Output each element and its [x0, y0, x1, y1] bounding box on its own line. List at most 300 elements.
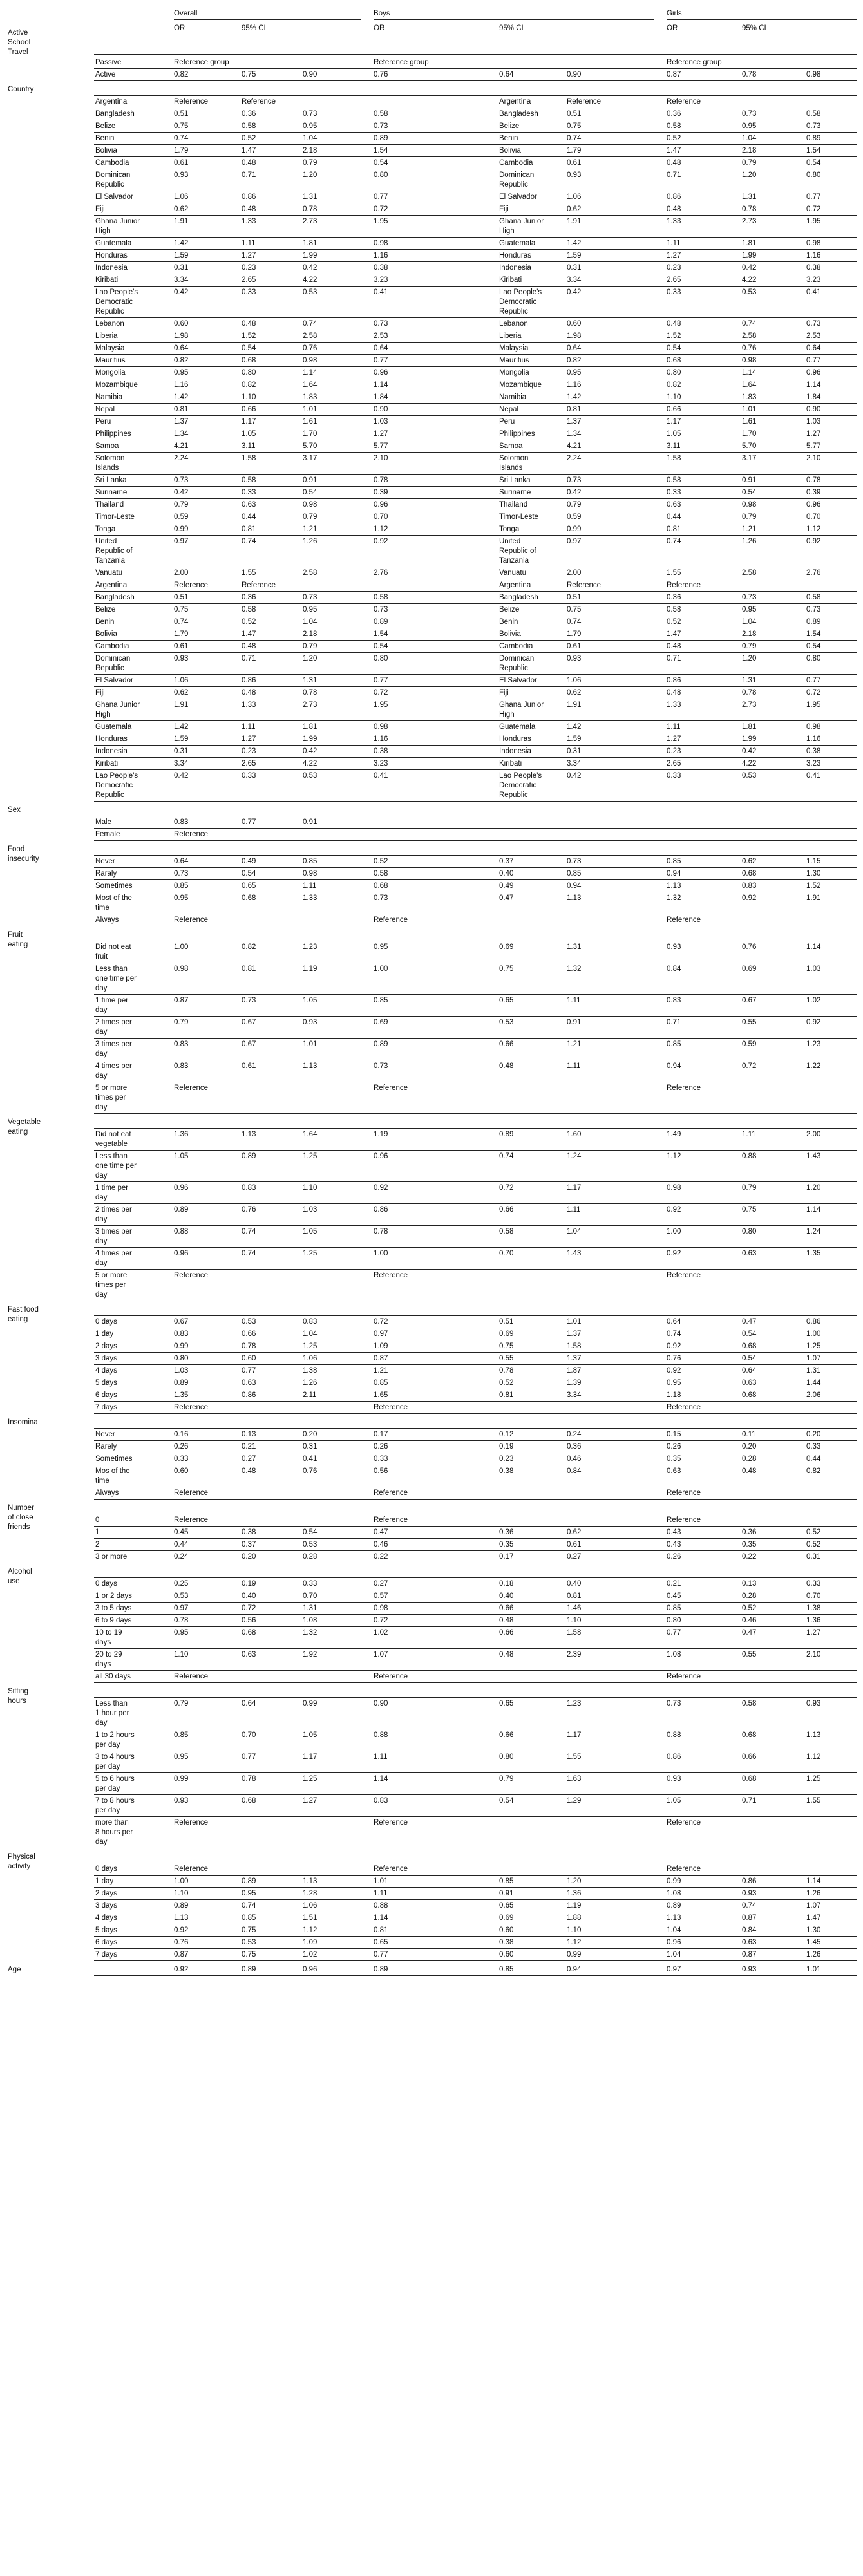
value-cell: 0.54 — [303, 1528, 318, 1536]
value-cell: 1.33 — [242, 218, 256, 225]
value-cell: 0.74 — [242, 1902, 256, 1910]
value-cell: 0.68 — [242, 357, 256, 364]
value-cell: Reference — [174, 581, 209, 589]
value-cell: Cambodia — [499, 643, 533, 650]
row-label: El Salvador — [95, 193, 133, 201]
value-cell: 1.00 — [667, 1228, 681, 1236]
value-cell: 0.23 — [242, 264, 256, 272]
value-cell: Vanuatu — [499, 569, 526, 577]
value-cell: 0.36 — [499, 1528, 514, 1536]
value-cell: 1.28 — [303, 1890, 318, 1897]
value-cell: 0.78 — [242, 1775, 256, 1783]
row-rule — [94, 801, 857, 802]
value-cell: 1.43 — [567, 1250, 582, 1257]
value-cell: 1.84 — [374, 393, 388, 401]
value-cell: 1.16 — [806, 252, 821, 259]
value-cell: 3.17 — [742, 455, 757, 462]
value-cell: 0.58 — [806, 594, 821, 601]
row-label: 3 times per day — [95, 1228, 132, 1245]
value-cell: 0.16 — [174, 1431, 189, 1438]
row-label: Kiribati — [95, 760, 119, 767]
row-rule — [94, 1113, 857, 1114]
value-cell: 1.33 — [303, 894, 318, 902]
value-cell: 1.31 — [303, 193, 318, 201]
value-cell: 0.33 — [374, 1455, 388, 1463]
value-cell: 1.12 — [667, 1152, 681, 1160]
value-cell: 0.88 — [667, 1731, 681, 1739]
value-cell: 0.73 — [667, 1700, 681, 1707]
section-label: Fruit eating — [8, 931, 28, 948]
value-cell: Reference — [667, 1673, 701, 1680]
value-cell: 0.48 — [667, 689, 681, 697]
value-cell: 0.75 — [242, 1951, 256, 1959]
stub-header: Active School Travel — [8, 29, 31, 56]
group-header-overall: Overall — [174, 10, 198, 17]
value-cell: Belize — [499, 606, 520, 614]
value-cell: 0.60 — [499, 1926, 514, 1934]
value-cell: 1.33 — [667, 701, 681, 709]
value-cell: 0.48 — [499, 1617, 514, 1624]
value-cell: 0.47 — [499, 894, 514, 902]
value-cell: 0.99 — [567, 525, 582, 533]
value-cell: 5.70 — [742, 442, 757, 450]
value-cell: 0.48 — [742, 1467, 757, 1475]
value-cell: 1.30 — [806, 870, 821, 878]
value-cell: 0.74 — [742, 320, 757, 328]
value-cell: 0.54 — [242, 870, 256, 878]
row-label: 4 days — [95, 1914, 117, 1922]
value-cell: 0.95 — [174, 369, 189, 377]
value-cell: 1.64 — [742, 381, 757, 389]
value-cell: 1.29 — [567, 1797, 582, 1805]
row-rule — [94, 1413, 857, 1414]
value-cell: 0.87 — [667, 71, 681, 79]
value-cell: 1.05 — [303, 997, 318, 1004]
value-cell: 0.76 — [374, 71, 388, 79]
value-cell: 0.67 — [242, 1040, 256, 1048]
value-cell: 0.80 — [742, 1228, 757, 1236]
value-cell: 0.98 — [806, 240, 821, 247]
value-cell: 1.17 — [303, 1753, 318, 1761]
value-cell: 1.13 — [242, 1131, 256, 1138]
value-cell: 2.00 — [806, 1131, 821, 1138]
value-cell: 0.74 — [174, 135, 189, 142]
row-label: El Salvador — [95, 677, 133, 684]
value-cell: 1.26 — [806, 1951, 821, 1959]
value-cell: 1.42 — [174, 240, 189, 247]
row-label: Guatemala — [95, 240, 132, 247]
value-cell: 0.73 — [806, 122, 821, 130]
value-cell: 0.33 — [806, 1443, 821, 1451]
value-cell: 0.49 — [242, 858, 256, 865]
row-label: Mauritius — [95, 357, 126, 364]
value-cell: 2.65 — [242, 276, 256, 284]
row-label: 3 to 5 days — [95, 1604, 132, 1612]
value-cell: Lebanon — [499, 320, 528, 328]
value-cell: 0.95 — [303, 122, 318, 130]
value-cell: Reference — [174, 98, 209, 106]
value-cell: 0.66 — [667, 406, 681, 413]
value-cell: 0.80 — [242, 369, 256, 377]
value-cell: 0.76 — [667, 1355, 681, 1362]
value-cell: 0.95 — [174, 1629, 189, 1637]
row-label: 1 — [95, 1528, 100, 1536]
value-cell: 1.16 — [174, 381, 189, 389]
value-cell: 1.05 — [667, 1797, 681, 1805]
value-cell: 0.63 — [742, 1379, 757, 1387]
value-cell: 0.85 — [374, 997, 388, 1004]
value-cell: 0.17 — [374, 1431, 388, 1438]
value-cell: 0.85 — [174, 882, 189, 890]
value-cell: Samoa — [499, 442, 523, 450]
value-cell: 1.13 — [303, 1062, 318, 1070]
value-cell: 1.38 — [303, 1367, 318, 1375]
value-cell: 0.82 — [174, 357, 189, 364]
value-cell: 2.58 — [303, 332, 318, 340]
value-cell: 0.54 — [242, 344, 256, 352]
row-label: Less than 1 hour per day — [95, 1700, 129, 1727]
value-cell: 0.76 — [303, 344, 318, 352]
value-cell: 0.75 — [567, 606, 582, 614]
value-cell: 1.34 — [567, 430, 582, 438]
value-cell: 0.89 — [806, 618, 821, 626]
value-cell: 0.78 — [242, 1342, 256, 1350]
value-cell: 0.33 — [242, 489, 256, 496]
row-rule — [94, 156, 857, 157]
value-cell: 0.61 — [567, 159, 582, 167]
value-cell: 0.81 — [499, 1391, 514, 1399]
value-cell: Fiji — [499, 205, 509, 213]
value-cell: 5.77 — [374, 442, 388, 450]
value-cell: 0.58 — [667, 606, 681, 614]
row-rule — [94, 994, 857, 995]
value-cell: 0.58 — [667, 122, 681, 130]
value-cell: 1.27 — [242, 252, 256, 259]
value-cell: 1.64 — [303, 1131, 318, 1138]
value-cell: 3.11 — [242, 442, 256, 450]
value-cell: 1.20 — [742, 171, 757, 179]
value-cell: 1.04 — [667, 1951, 681, 1959]
value-cell: 2.10 — [806, 455, 821, 462]
row-label: Guatemala — [95, 723, 132, 731]
row-label: Benin — [95, 618, 115, 626]
value-cell: 0.92 — [374, 538, 388, 545]
value-cell: 1.45 — [806, 1939, 821, 1946]
value-cell: 0.47 — [374, 1528, 388, 1536]
value-cell: 0.23 — [667, 747, 681, 755]
value-cell: 0.82 — [174, 71, 189, 79]
value-cell: 0.75 — [499, 1342, 514, 1350]
value-cell: Reference group — [667, 59, 722, 66]
value-cell: 0.20 — [742, 1443, 757, 1451]
value-cell: 0.64 — [567, 344, 582, 352]
value-cell: 3.34 — [567, 760, 582, 767]
value-cell: 0.70 — [806, 1592, 821, 1600]
value-cell: 0.48 — [242, 159, 256, 167]
value-cell: 0.40 — [567, 1580, 582, 1588]
value-cell: Indonesia — [499, 264, 531, 272]
value-cell: 1.32 — [667, 894, 681, 902]
value-cell: 0.74 — [567, 135, 582, 142]
value-cell: 1.37 — [174, 418, 189, 426]
value-cell: 0.71 — [242, 655, 256, 663]
value-cell: 1.98 — [174, 332, 189, 340]
value-cell: 1.12 — [806, 525, 821, 533]
row-label: Always — [95, 916, 119, 924]
value-cell: 0.58 — [667, 476, 681, 484]
value-cell: 1.30 — [806, 1926, 821, 1934]
row-label: Active — [95, 71, 116, 79]
value-cell: 1.02 — [374, 1629, 388, 1637]
value-cell: Reference group — [374, 59, 429, 66]
row-label: Belize — [95, 606, 116, 614]
value-cell: 1.92 — [303, 1651, 318, 1659]
value-cell: Suriname — [499, 489, 531, 496]
value-cell: 0.89 — [806, 135, 821, 142]
value-cell: 1.47 — [667, 147, 681, 155]
value-cell: Reference — [667, 916, 701, 924]
value-cell: 1.04 — [667, 1926, 681, 1934]
value-cell: 0.77 — [242, 1753, 256, 1761]
value-cell: 0.74 — [742, 1902, 757, 1910]
value-cell: Mozambique — [499, 381, 542, 389]
value-cell: 0.44 — [174, 1541, 189, 1548]
row-label: 4 times per day — [95, 1250, 132, 1267]
row-label: 2 — [95, 1541, 100, 1548]
row-rule — [94, 879, 857, 880]
row-rule — [94, 1128, 857, 1129]
value-cell: 1.13 — [667, 1914, 681, 1922]
row-rule — [94, 1794, 857, 1795]
value-cell: 1.02 — [303, 1951, 318, 1959]
value-cell: Reference — [374, 1865, 408, 1873]
value-cell: 0.72 — [242, 1604, 256, 1612]
value-cell: Bangladesh — [499, 594, 538, 601]
value-cell: 0.85 — [667, 1040, 681, 1048]
row-label: Solomon Islands — [95, 455, 125, 472]
value-cell: 0.81 — [567, 406, 582, 413]
value-cell: 0.80 — [374, 655, 388, 663]
row-rule — [94, 486, 857, 487]
row-rule — [94, 674, 857, 675]
value-cell: 1.31 — [806, 1367, 821, 1375]
ci-header-0: 95% CI — [242, 24, 266, 32]
value-cell: 0.98 — [174, 965, 189, 973]
value-cell: 2.76 — [374, 569, 388, 577]
value-cell: 1.64 — [303, 381, 318, 389]
row-rule — [94, 1648, 857, 1649]
value-cell: 1.42 — [174, 393, 189, 401]
value-cell: 2.65 — [242, 760, 256, 767]
value-cell: 0.81 — [174, 406, 189, 413]
value-cell: 0.26 — [174, 1443, 189, 1451]
value-cell: 1.49 — [667, 1131, 681, 1138]
value-cell: 1.37 — [567, 1355, 582, 1362]
value-cell: 0.72 — [374, 205, 388, 213]
value-cell: 1.03 — [806, 965, 821, 973]
value-cell: 1.27 — [667, 252, 681, 259]
value-cell: 2.06 — [806, 1391, 821, 1399]
value-cell: 1.16 — [806, 735, 821, 743]
value-cell: 0.73 — [374, 1062, 388, 1070]
value-cell: 0.52 — [806, 1541, 821, 1548]
value-cell: 1.46 — [567, 1604, 582, 1612]
value-cell: 0.76 — [742, 943, 757, 951]
value-cell: 0.85 — [499, 1877, 514, 1885]
value-cell: 0.75 — [742, 1206, 757, 1214]
value-cell: 0.86 — [742, 1877, 757, 1885]
value-cell: 1.14 — [374, 381, 388, 389]
value-cell: 0.77 — [806, 193, 821, 201]
value-cell: 1.05 — [303, 1228, 318, 1236]
row-rule — [94, 132, 857, 133]
value-cell: 0.91 — [303, 476, 318, 484]
row-label: 1 to 2 hours per day — [95, 1731, 135, 1749]
value-cell: 0.41 — [806, 288, 821, 296]
row-rule — [94, 144, 857, 145]
row-rule — [94, 1960, 857, 1961]
value-cell: 1.04 — [303, 135, 318, 142]
value-cell: 0.79 — [567, 501, 582, 509]
value-cell: Reference group — [174, 59, 229, 66]
row-label: Female — [95, 831, 120, 838]
value-cell: 1.79 — [567, 630, 582, 638]
value-cell: 0.98 — [303, 501, 318, 509]
value-cell: 0.65 — [242, 882, 256, 890]
value-cell: 0.91 — [567, 1019, 582, 1026]
value-cell: 0.62 — [174, 689, 189, 697]
value-cell: 1.70 — [742, 430, 757, 438]
row-label: Suriname — [95, 489, 128, 496]
value-cell: 0.73 — [567, 476, 582, 484]
value-cell: 0.48 — [667, 320, 681, 328]
value-cell: Argentina — [499, 98, 531, 106]
value-cell: 1.59 — [174, 252, 189, 259]
value-cell: 4.21 — [567, 442, 582, 450]
row-label: 6 days — [95, 1939, 117, 1946]
value-cell: 0.26 — [667, 1553, 681, 1561]
value-cell: 1.11 — [242, 723, 256, 731]
value-cell: 0.52 — [806, 1528, 821, 1536]
value-cell: 1.27 — [374, 430, 388, 438]
row-label: 4 times per day — [95, 1062, 132, 1080]
value-cell: Reference — [374, 916, 408, 924]
value-cell: 1.13 — [174, 1914, 189, 1922]
value-cell: 0.53 — [303, 772, 318, 780]
row-rule — [94, 237, 857, 238]
row-rule — [94, 828, 857, 829]
value-cell: 1.11 — [742, 1131, 756, 1138]
value-cell: 0.83 — [174, 1062, 189, 1070]
value-cell: 0.58 — [374, 594, 388, 601]
value-cell: 0.92 — [806, 1019, 821, 1026]
row-label: Less than one time per day — [95, 1152, 137, 1180]
value-cell: 0.43 — [667, 1541, 681, 1548]
row-rule — [94, 1577, 857, 1578]
value-cell: 1.79 — [174, 630, 189, 638]
value-cell: 0.87 — [174, 997, 189, 1004]
value-cell: 0.95 — [667, 1379, 681, 1387]
value-cell: 0.71 — [667, 655, 681, 663]
value-cell: 0.78 — [742, 71, 757, 79]
value-cell: 0.68 — [742, 1731, 757, 1739]
value-cell: 1.79 — [567, 147, 582, 155]
value-cell: 0.89 — [499, 1131, 514, 1138]
value-cell: 0.70 — [303, 1592, 318, 1600]
row-rule — [94, 1225, 857, 1226]
value-cell: 1.10 — [303, 1184, 318, 1192]
value-cell: 0.73 — [806, 606, 821, 614]
value-cell: 1.10 — [174, 1651, 189, 1659]
value-cell: 0.62 — [742, 858, 757, 865]
value-cell: 1.43 — [806, 1152, 821, 1160]
value-cell: 0.99 — [174, 1775, 189, 1783]
value-cell: 0.78 — [174, 1617, 189, 1624]
value-cell: 0.77 — [242, 818, 256, 826]
value-cell: 0.63 — [667, 1467, 681, 1475]
value-cell: 0.44 — [667, 513, 681, 521]
value-cell: Reference — [174, 916, 209, 924]
value-cell: Reference — [174, 1084, 209, 1092]
value-cell: 0.77 — [242, 1367, 256, 1375]
value-cell: 1.20 — [303, 655, 318, 663]
value-cell: Reference — [667, 1516, 701, 1524]
value-cell: 1.36 — [567, 1890, 582, 1897]
row-label: Samoa — [95, 442, 119, 450]
row-label: Vanuatu — [95, 569, 122, 577]
value-cell: 0.33 — [806, 1580, 821, 1588]
value-cell: 0.74 — [174, 618, 189, 626]
value-cell: 1.95 — [374, 701, 388, 709]
value-cell: 0.41 — [374, 772, 388, 780]
value-cell: 0.89 — [242, 1966, 256, 1973]
value-cell: 0.60 — [242, 1355, 256, 1362]
value-cell: 2.10 — [374, 455, 388, 462]
value-cell: 1.20 — [742, 655, 757, 663]
value-cell: 0.48 — [242, 689, 256, 697]
value-cell: 0.83 — [303, 1318, 318, 1326]
value-cell: 0.26 — [374, 1443, 388, 1451]
value-cell: 0.42 — [567, 288, 582, 296]
row-rule — [94, 1899, 857, 1900]
row-label: 7 days — [95, 1951, 117, 1959]
value-cell: 0.66 — [499, 1604, 514, 1612]
value-cell: 0.73 — [303, 110, 318, 118]
value-cell: 1.08 — [667, 1651, 681, 1659]
value-cell: 0.28 — [742, 1455, 757, 1463]
value-cell: 1.27 — [667, 735, 681, 743]
value-cell: 0.66 — [242, 1330, 256, 1338]
value-cell: 1.07 — [374, 1651, 388, 1659]
row-label: Always — [95, 1489, 119, 1497]
value-cell: 1.05 — [303, 1731, 318, 1739]
value-cell: 0.83 — [174, 1330, 189, 1338]
row-rule — [94, 1936, 857, 1937]
value-cell: 0.78 — [742, 205, 757, 213]
value-cell: 0.71 — [742, 1797, 757, 1805]
value-cell: 0.76 — [174, 1939, 189, 1946]
value-cell: 1.51 — [303, 1914, 318, 1922]
value-cell: 3.34 — [174, 276, 189, 284]
value-cell: 1.13 — [303, 1877, 318, 1885]
value-cell: 0.63 — [667, 501, 681, 509]
value-cell: 0.63 — [742, 1939, 757, 1946]
row-label: 3 days — [95, 1902, 117, 1910]
row-label: 3 days — [95, 1355, 117, 1362]
value-cell: 3.11 — [667, 442, 681, 450]
value-cell: 1.91 — [174, 218, 189, 225]
value-cell: 0.80 — [174, 1355, 189, 1362]
